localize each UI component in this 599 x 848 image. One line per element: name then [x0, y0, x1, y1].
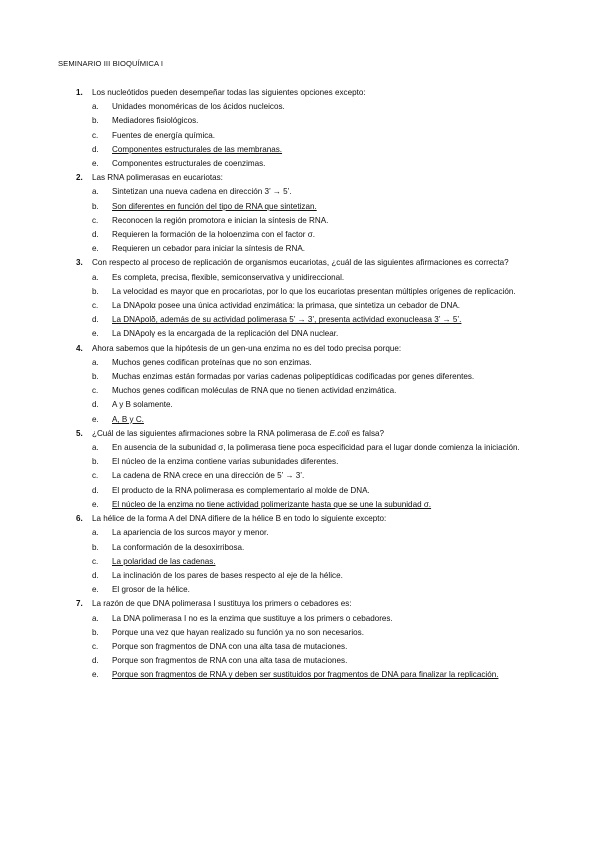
option-letter: d. [92, 315, 99, 325]
option-1d [58, 143, 545, 157]
option-1e [58, 157, 545, 171]
option-text: Requieren la formación de la holoenzima con el factor σ. [112, 230, 315, 240]
question-4 [58, 342, 545, 356]
species-name: E.coli [329, 428, 350, 438]
option-6e [58, 583, 545, 597]
option-text: La DNA polimerasa I no es la enzima que sustituye a los primers o cebadores. [112, 613, 393, 623]
option-text-answer: A, B y C. [112, 414, 144, 424]
option-letter: e. [92, 244, 99, 254]
option-2c [58, 214, 545, 228]
option-text: En ausencia de la subunidad σ, la polimerasa tiene poca especificidad para el lugar donde comienza la iniciación. [112, 443, 520, 453]
question-number: 5. [76, 428, 83, 438]
option-text: La cadena de RNA crece en una dirección de 5’ → 3’. [112, 471, 305, 481]
option-letter: a. [92, 357, 99, 367]
option-text: Requieren un cebador para iniciar la síntesis de RNA. [112, 244, 306, 254]
option-letter: a. [92, 102, 99, 112]
option-letter: c. [92, 215, 99, 225]
question-3 [58, 256, 545, 270]
option-letter: a. [92, 613, 99, 623]
option-text-answer: La DNApolδ, además de su actividad polimerasa 5’ → 3’, presenta actividad exonucleasa 3’ → 5’. [112, 315, 462, 325]
option-2a [58, 185, 545, 199]
option-2e [58, 242, 545, 256]
option-text: Sintetizan una nueva cadena en dirección 3’ → 5’. [112, 187, 292, 197]
option-letter: e. [92, 499, 99, 509]
option-text: Muchas enzimas están formadas por varias cadenas polipeptídicas codificadas por genes diferentes. [112, 372, 475, 382]
question-number: 2. [76, 173, 83, 183]
option-text: El grosor de la hélice. [112, 585, 190, 595]
question-text: Las RNA polimerasas en eucariotas: [92, 173, 223, 183]
option-3e [58, 327, 545, 341]
question-list [58, 86, 545, 683]
option-6d [58, 569, 545, 583]
option-letter: a. [92, 187, 99, 197]
question-text-end: es falsa? [349, 428, 384, 438]
option-1b [58, 114, 545, 128]
option-7e [58, 668, 545, 682]
option-letter: b. [92, 627, 99, 637]
option-3b [58, 285, 545, 299]
option-letter: c. [92, 471, 99, 481]
option-text: El núcleo de la enzima contiene varias subunidades diferentes. [112, 457, 339, 467]
option-letter: e. [92, 670, 99, 680]
option-3a [58, 271, 545, 285]
option-letter: c. [92, 386, 99, 396]
question-text: La razón de que DNA polimerasa I sustituya los primers o cebadores es: [92, 599, 352, 609]
option-text: La velocidad es mayor que en procariotas, por lo que los eucariotas presentan múltiples orígenes de replicación. [112, 286, 516, 296]
option-text: Mediadores fisiológicos. [112, 116, 199, 126]
option-text: Unidades monoméricas de los ácidos nucleicos. [112, 102, 285, 112]
option-letter: e. [92, 329, 99, 339]
option-text: La apariencia de los surcos mayor y menor. [112, 528, 269, 538]
option-4a [58, 356, 545, 370]
option-5d [58, 484, 545, 498]
option-text: Reconocen la región promotora e inician la síntesis de RNA. [112, 215, 329, 225]
question-7 [58, 597, 545, 611]
option-5e [58, 498, 545, 512]
option-4d [58, 398, 545, 412]
question-1 [58, 86, 545, 100]
option-text: Porque son fragmentos de DNA con una alta tasa de mutaciones. [112, 641, 348, 651]
question-number: 4. [76, 343, 83, 353]
option-text: Muchos genes codifican proteínas que no son enzimas. [112, 357, 312, 367]
question-text: Los nucleótidos pueden desempeñar todas las siguientes opciones excepto: [92, 88, 366, 97]
option-7c [58, 640, 545, 654]
option-letter: d. [92, 230, 99, 240]
option-letter: d. [92, 485, 99, 495]
question-number: 1. [76, 88, 83, 97]
option-7d [58, 654, 545, 668]
question-number: 6. [76, 514, 83, 524]
option-text: Fuentes de energía química. [112, 130, 216, 140]
option-letter: b. [92, 542, 99, 552]
option-letter: e. [92, 585, 99, 595]
option-letter: b. [92, 201, 99, 211]
question-text [92, 429, 384, 438]
option-1c [58, 129, 545, 143]
question-text: Ahora sabemos que la hipótesis de un gen-una enzima no es del todo precisa porque: [92, 343, 402, 353]
option-letter: c. [92, 556, 99, 566]
question-text-start: ¿Cuál de las siguientes afirmaciones sobre la RNA polimerasa de [92, 428, 330, 438]
option-letter: c. [92, 641, 99, 651]
question-text: Con respecto al proceso de replicación de organismos eucariotas, ¿cuál de las siguientes afirmaciones es correcta? [92, 258, 509, 268]
option-6a [58, 526, 545, 540]
option-letter: b. [92, 372, 99, 382]
document-title: SEMINARIO III BIOQUÍMICA I [58, 59, 164, 68]
option-text-answer: Componentes estructurales de las membranas. [112, 144, 283, 154]
option-text: La conformación de la desoxirribosa. [112, 542, 245, 552]
option-letter: b. [92, 116, 99, 126]
option-text: La DNApolα posee una única actividad enzimática: la primasa, que sintetiza un cebador de DNA. [112, 301, 460, 311]
option-text: La inclinación de los pares de bases respecto al eje de la hélice. [112, 570, 343, 580]
question-6 [58, 512, 545, 526]
option-7a [58, 612, 545, 626]
option-7b [58, 626, 545, 640]
option-5b [58, 455, 545, 469]
option-letter: e. [92, 159, 99, 169]
option-letter: d. [92, 400, 99, 410]
question-text: La hélice de la forma A del DNA difiere de la hélice B en todo lo siguiente excepto: [92, 514, 387, 524]
option-3c [58, 299, 545, 313]
question-number: 3. [76, 258, 83, 268]
option-letter: d. [92, 144, 99, 154]
option-1a [58, 100, 545, 114]
option-text: Componentes estructurales de coenzimas. [112, 159, 266, 169]
option-letter: d. [92, 656, 99, 666]
option-text-answer: Porque son fragmentos de RNA y deben ser sustituidos por fragmentos de DNA para finalizar la replicación. [112, 670, 499, 680]
option-text-answer: La polaridad de las cadenas. [112, 556, 216, 566]
option-2b [58, 200, 545, 214]
question-2 [58, 171, 545, 185]
option-text: Porque son fragmentos de RNA con una alta tasa de mutaciones. [112, 656, 348, 666]
option-letter: a. [92, 272, 99, 282]
option-text: Porque una vez que hayan realizado su función ya no son necesarios. [112, 627, 364, 637]
option-letter: b. [92, 286, 99, 296]
option-letter: a. [92, 443, 99, 453]
option-letter: d. [92, 570, 99, 580]
option-text: A y B solamente. [112, 400, 173, 410]
option-5c [58, 469, 545, 483]
option-5a [58, 441, 545, 455]
question-5 [58, 427, 545, 441]
option-text: El producto de la RNA polimerasa es complementario al molde de DNA. [112, 485, 370, 495]
option-2d [58, 228, 545, 242]
option-text: La DNApolγ es la encargada de la replicación del DNA nuclear. [112, 329, 339, 339]
option-letter: c. [92, 130, 99, 140]
option-letter: a. [92, 528, 99, 538]
question-number: 7. [76, 599, 83, 609]
option-letter: c. [92, 301, 99, 311]
option-6c [58, 555, 545, 569]
option-4b [58, 370, 545, 384]
option-text-answer: Son diferentes en función del tipo de RNA que sintetizan. [112, 201, 317, 211]
option-text-answer: El núcleo de la enzima no tiene actividad polimerizante hasta que se une la subunidad σ. [112, 499, 432, 509]
option-3d [58, 313, 545, 327]
option-text: Muchos genes codifican moléculas de RNA que no tienen actividad enzimática. [112, 386, 397, 396]
option-4c [58, 384, 545, 398]
option-letter: b. [92, 457, 99, 467]
option-6b [58, 541, 545, 555]
option-4e [58, 413, 545, 427]
option-text: Es completa, precisa, flexible, semiconservativa y unidireccional. [112, 272, 345, 282]
option-letter: e. [92, 414, 99, 424]
